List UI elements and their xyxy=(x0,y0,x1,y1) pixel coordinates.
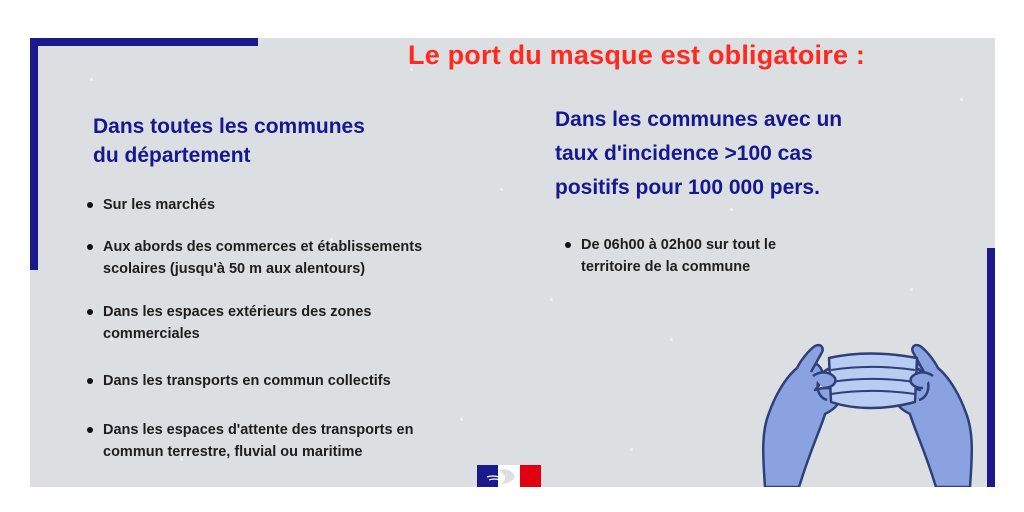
bullet-icon xyxy=(87,202,93,208)
background-speck xyxy=(90,78,93,81)
background-speck xyxy=(460,418,463,421)
background-speck xyxy=(500,188,503,191)
list-item: Dans les espaces d'attente des transports en commun terrestre, fluvial ou maritime xyxy=(103,422,414,460)
background-speck xyxy=(960,98,963,101)
background-speck xyxy=(550,298,553,301)
page-title: Le port du masque est obligatoire : xyxy=(408,40,866,70)
bullet-icon xyxy=(87,309,93,315)
right-heading-line: Dans les communes avec un xyxy=(555,108,843,131)
bullet-icon xyxy=(87,244,93,250)
bullet-icon xyxy=(87,427,93,433)
bullet-icon xyxy=(87,378,93,384)
background-speck xyxy=(910,288,913,291)
left-heading-line: Dans toutes les communes xyxy=(93,115,365,138)
frame-bar-right xyxy=(987,248,995,487)
bullet-icon xyxy=(565,242,571,248)
list-item: Dans les espaces extérieurs des zones commerciales xyxy=(103,304,372,342)
frame-bar-left xyxy=(30,38,38,270)
marianne-logo xyxy=(477,465,541,487)
list-item: Sur les marchés xyxy=(103,197,216,213)
left-heading-line: du département xyxy=(93,144,251,167)
background-speck xyxy=(670,338,673,341)
right-heading-line: positifs pour 100 000 pers. xyxy=(555,176,820,199)
right-heading-line: taux d'incidence >100 cas xyxy=(555,142,813,165)
frame-bar-top xyxy=(30,38,258,46)
list-item: Aux abords des commerces et établissements scolaires (jusqu'à 50 m aux alentours) xyxy=(103,239,423,277)
list-item: Dans les transports en commun collectifs xyxy=(103,373,391,389)
right-section-heading xyxy=(555,103,915,205)
list-item: De 06h00 à 02h00 sur tout le territoire de la commune xyxy=(581,237,777,275)
background-speck xyxy=(630,448,633,451)
left-section-heading xyxy=(93,112,433,170)
face-mask-illustration xyxy=(755,338,980,487)
background-speck xyxy=(730,208,733,211)
